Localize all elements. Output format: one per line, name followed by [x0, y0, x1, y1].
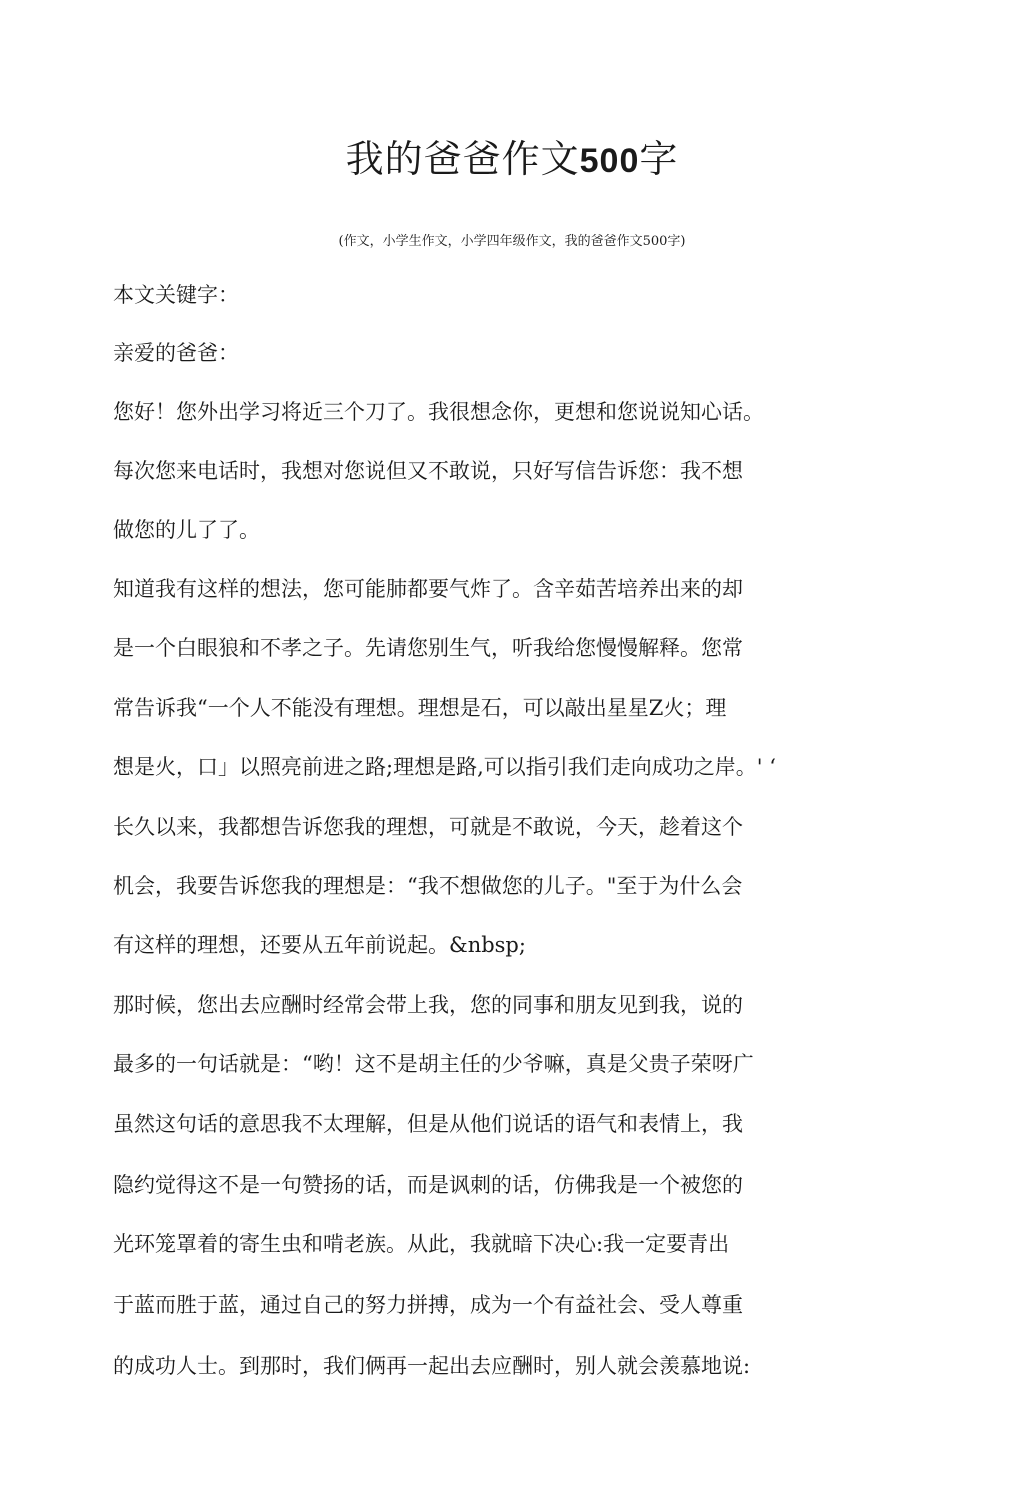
page-title: [0, 132, 1024, 188]
text-line: 长久以来，我都想告诉您我的理想，可就是不敢说，今天，趁着这个: [113, 815, 743, 839]
text-line: 有这样的理想，还要从五年前说起。&nbsp;: [113, 933, 526, 957]
title-suffix: 字: [639, 137, 679, 181]
title-number: 500: [579, 142, 640, 180]
text-line: 知道我有这样的想法，您可能肺都要气炸了。含辛茹苦培养出来的却: [113, 577, 743, 601]
text-line: 于蓝而胜于蓝，通过自己的努力拼搏，成为一个有益社会、受人尊重: [113, 1293, 743, 1317]
text-line: 是一个白眼狼和不孝之子。先请您别生气，听我给您慢慢解释。您常: [113, 636, 743, 660]
text-line: 想是火，口」以照亮前进之路;理想是路,可以指引我们走向成功之岸。' ‘: [113, 755, 776, 779]
text-line: 常告诉我“一个人不能没有理想。理想是石，可以敲出星星Z火；理: [113, 696, 727, 720]
text-line: 做您的儿了了。: [113, 518, 260, 542]
text-line: 每次您来电话时，我想对您说但又不敢说，只好写信告诉您：我不想: [113, 459, 743, 483]
subtitle-tags: (作文，小学生作文，小学四年级作文，我的爸爸作文500字): [338, 234, 686, 249]
title-text: 我的爸爸作文: [345, 137, 580, 181]
text-line: 的成功人士。到那时，我们俩再一起出去应酬时，别人就会羡慕地说:: [113, 1354, 751, 1378]
text-line: 那时候，您出去应酬时经常会带上我，您的同事和朋友见到我，说的: [113, 993, 743, 1017]
text-line: 本文关键字：: [113, 283, 239, 307]
text-line: 亲爱的爸爸：: [113, 341, 239, 365]
text-line: 您好！您外出学习将近三个刀了。我很想念你，更想和您说说知心话。: [113, 400, 764, 424]
text-line: 最多的一句话就是：“哟！这不是胡主任的少爷嘛，真是父贵子荣呀广: [113, 1052, 754, 1076]
text-line: 虽然这句话的意思我不太理解，但是从他们说话的语气和表情上，我: [113, 1112, 743, 1136]
text-line: 隐约觉得这不是一句赞扬的话，而是讽刺的话，仿佛我是一个被您的: [113, 1173, 743, 1197]
text-line: 光环笼罩着的寄生虫和啃老族。从此，我就暗下决心:我一定要青出: [113, 1232, 730, 1256]
text-line: 机会，我要告诉您我的理想是：“我不想做您的儿子。"至于为什么会: [113, 874, 743, 898]
